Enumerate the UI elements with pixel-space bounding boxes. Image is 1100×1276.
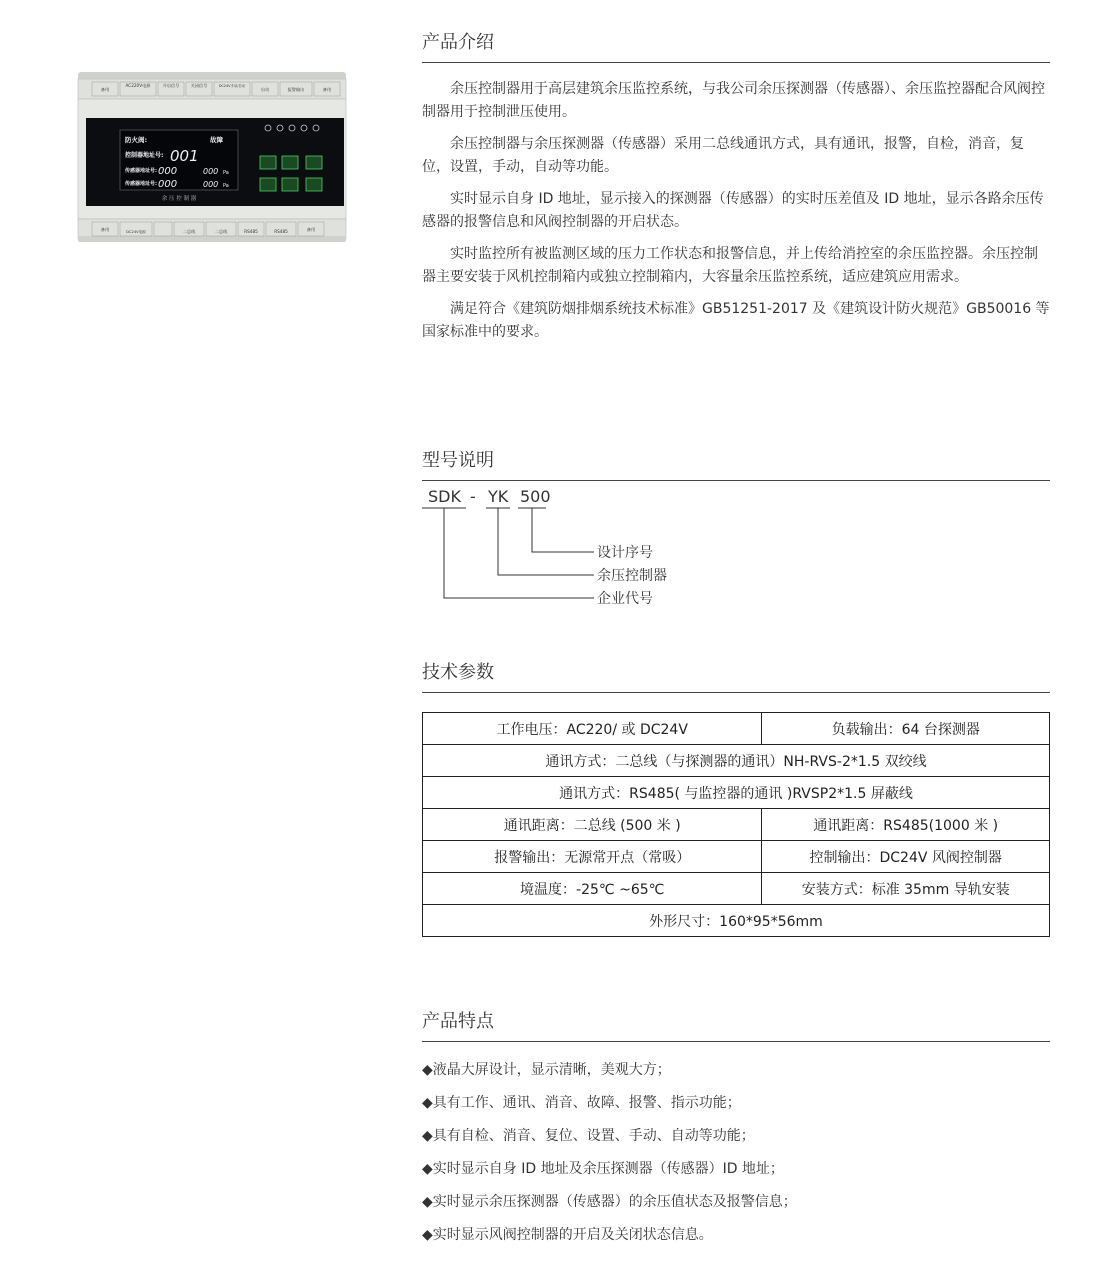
product-photo (70, 72, 360, 244)
intro-paragraph-2: 余压控制器与余压探测器（传感器）采用二总线通讯方式，具有通讯，报警，自检，消音，复位，设置，手动，自动等功能。 (422, 136, 1024, 175)
lcd-pressure-unit: Pa (223, 183, 229, 189)
spec-table (422, 712, 1050, 937)
spec-cell: 工作电压：AC220/ 或 DC24V (423, 713, 762, 745)
device-top-label: 报警输出 (287, 87, 305, 92)
spec-cell: 负载输出：64 台探测器 (762, 713, 1050, 745)
panel-name: 余 压 控 制 器 (161, 196, 197, 202)
device-top-label: 开启信号 (162, 83, 180, 88)
feature-item: ◆具有自检、消音、复位、设置、手动、自动等功能； (422, 1128, 755, 1144)
lcd-sensor-value: 000 (158, 166, 178, 177)
feature-item: ◆实时显示余压探测器（传感器）的余压值状态及报警信息； (422, 1194, 797, 1210)
device-bottom-label: 二总线 (182, 229, 196, 234)
model-label-company: 企业代号 (597, 591, 653, 607)
device-bottom-label: 二总线 (214, 229, 228, 234)
table-row (423, 777, 1050, 809)
table-row (423, 713, 1050, 745)
device-top-label: AC220V电源 (125, 83, 151, 88)
model-title: 型号说明 (422, 446, 1050, 481)
device-bottom-label: 备用 (306, 227, 316, 232)
spec-cell: 报警输出：无源常开点（常吸） (423, 841, 762, 873)
intro-paragraph-1: 余压控制器用于高层建筑余压监控系统，与我公司余压探测器（传感器）、余压监控器配合风阀控制器用于控制泄压使用。 (422, 81, 1045, 120)
table-row (423, 809, 1050, 841)
intro-paragraph-5: 满足符合《建筑防烟排烟系统技术标准》GB51251-2017 及《建筑设计防火规范》GB50016 等国家标准中的要求。 (422, 301, 1050, 340)
lcd-address-value: 001 (170, 147, 199, 165)
model-code-type: YK (488, 487, 509, 506)
feature-item: ◆实时显示风阀控制器的开启及关闭状态信息。 (422, 1227, 713, 1243)
table-row (423, 745, 1050, 777)
device-top-label: 备用 (100, 87, 110, 92)
model-code-serial: 500 (520, 487, 551, 506)
spec-title: 技术参数 (422, 658, 1050, 693)
intro-title: 产品介绍 (422, 28, 1050, 63)
device-top-label: 备用 (322, 87, 332, 92)
device-top-label: 启动 (260, 87, 270, 92)
lcd-pressure-value: 000 (203, 167, 219, 176)
device-bottom-label: DC24V电源 (126, 230, 146, 234)
feature-item: ◆具有工作、通讯、消音、故障、报警、指示功能； (422, 1095, 741, 1111)
spec-cell: 通讯方式：二总线（与探测器的通讯）NH-RVS-2*1.5 双绞线 (423, 745, 1050, 777)
feature-item: ◆实时显示自身 ID 地址及余压探测器（传感器）ID 地址； (422, 1161, 784, 1177)
spec-cell: 境温度：-25℃ ~65℃ (423, 873, 762, 905)
lcd-pressure-value: 000 (203, 180, 219, 189)
model-code-dash: - (470, 487, 476, 506)
lcd-title: 防火阀: (125, 136, 148, 144)
spec-cell: 外形尺寸：160*95*56mm (423, 905, 1050, 937)
table-row (423, 905, 1050, 937)
device-top-label: 关闭信号 (190, 83, 208, 88)
spec-cell: 安装方式：标准 35mm 导轨安装 (762, 873, 1050, 905)
spec-cell: 控制输出：DC24V 风阀控制器 (762, 841, 1050, 873)
device-bottom-label: RS485 (244, 229, 258, 234)
lcd-sensor-label: 传感器地址号: (125, 181, 158, 187)
model-code-company: SDK (428, 487, 461, 506)
device-top-label: DC24V手动/自动 (218, 84, 246, 88)
intro-paragraph-4: 实时监控所有被监测区域的压力工作状态和报警信息，并上传给消控室的余压监控器。余压控制器主要安装于风机控制箱内或独立控制箱内，大容量余压监控系统，适应建筑应用需求。 (422, 246, 1038, 285)
device-bottom-label: 备用 (100, 227, 110, 232)
lcd-address-label: 控制器地址号: (125, 152, 164, 159)
feature-item: ◆液晶大屏设计，显示清晰，美观大方； (422, 1062, 671, 1078)
model-label-serial: 设计序号 (597, 545, 653, 561)
spec-cell: 通讯方式：RS485( 与监控器的通讯 )RVSP2*1.5 屏蔽线 (423, 777, 1050, 809)
device-bottom-label: RS485 (274, 229, 288, 234)
table-row (423, 841, 1050, 873)
table-row (423, 873, 1050, 905)
spec-cell: 通讯距离：RS485(1000 米 ) (762, 809, 1050, 841)
intro-paragraph-3: 实时显示自身 ID 地址，显示接入的探测器（传感器）的实时压差值及 ID 地址，显示各路余压传感器的报警信息和风阀控制器的开启状态。 (422, 191, 1044, 230)
model-label-type: 余压控制器 (597, 568, 667, 584)
spec-cell: 通讯距离：二总线 (500 米 ) (423, 809, 762, 841)
features-title: 产品特点 (422, 1007, 1050, 1042)
lcd-status: 故障 (210, 136, 223, 144)
model-diagram (422, 482, 1050, 622)
lcd-sensor-label: 传感器地址号: (125, 168, 158, 174)
lcd-sensor-value: 000 (158, 179, 178, 190)
lcd-pressure-unit: Pa (223, 170, 229, 176)
